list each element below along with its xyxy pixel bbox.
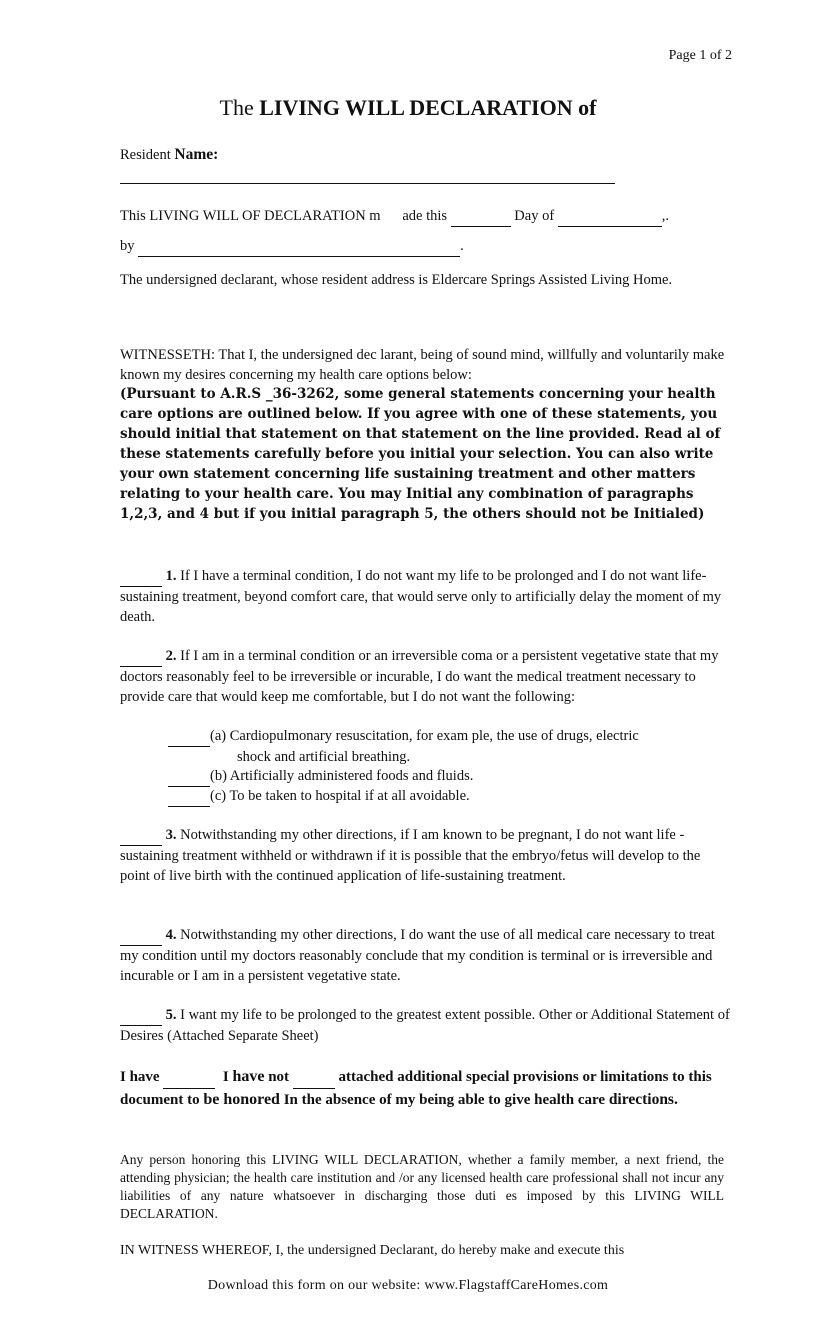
not-text: not [268, 1069, 290, 1085]
declaration-text-2: ade this [402, 208, 448, 224]
paragraph-3-number: 3. [165, 827, 177, 843]
resident-label: Resident [120, 147, 171, 163]
sub-item-b-label: (b) Artificially administered foods and fluids. [210, 768, 474, 784]
initial-blank-4[interactable] [120, 925, 162, 946]
paragraph-1-number: 1. [165, 568, 177, 584]
paragraph-5-number: 5. [165, 1007, 177, 1023]
page-number: Page 1 of 2 [668, 48, 732, 63]
sub-blank-a[interactable] [168, 726, 210, 747]
absence-text: In the absence of my being able to give health care [283, 1092, 606, 1108]
have-blank[interactable] [163, 1067, 215, 1089]
have-text: I have [120, 1069, 160, 1085]
address-paragraph: The undersigned declarant, whose resident address is Eldercare Springs Assisted Living Home. [120, 272, 673, 288]
paragraph-1-text: If I have a terminal condition, I do not want my life to be prolonged and I do not want life- sustaining treatment, beyond comfort care, that would serve only to artificially delay the moment of my death. [120, 568, 722, 625]
sub-item-a-cont: shock and artificial breathing. [237, 749, 411, 765]
attached-text: attached additional special provisions or limitations to this document to [120, 1069, 712, 1108]
directions-text: directions. [608, 1091, 678, 1108]
day-blank[interactable] [451, 206, 511, 227]
title-prefix: The [219, 95, 254, 120]
declaration-text-1: This LIVING WILL OF DECLARATION m [120, 208, 381, 224]
instructions-paragraph: (Pursuant to A.R.S _36-3262, some general statements concerning your health care options are outlined below. If you agree with one of these statements, you should initial that statement on that statement on the line provided. Read al of these statements carefully before you initial your selection. You can also write your own statement concerning life sustaining treatment and other matters relating to your health care. You may Initial any combination of paragraphs 1,2,3, and 4 but if you initial paragraph 5, the others should not be Initialed) [120, 386, 721, 522]
paragraph-4-text: Notwithstanding my other directions, I do want the use of all medical care necessary to treat my condition until my doctors reasonably conclude that my condition is terminal or is irreversible and incurable or I am in a persistent vegetative state. [120, 927, 715, 984]
document-title [0, 95, 816, 121]
i-text: I [222, 1069, 229, 1085]
initial-blank-5[interactable] [120, 1005, 162, 1026]
witness-whereof: IN WITNESS WHEREOF, I, the undersigned Declarant, do hereby make and execute this [120, 1243, 625, 1258]
sub-item-b [168, 766, 728, 787]
initial-blank-2[interactable] [120, 646, 162, 667]
paragraph-3-text: Notwithstanding my other directions, if I am known to be pregnant, I do not want life -sustaining treatment withheld or withdrawn if it is possible that the embryo/fetus will develop to the point of live birth with the continued application of life-sustaining treatment. [120, 827, 701, 884]
resident-name-line[interactable] [120, 183, 615, 184]
sub-item-a [168, 726, 728, 767]
honored-text: be honored [203, 1091, 280, 1108]
title-bold: LIVING WILL DECLARATION of [259, 95, 597, 120]
sub-blank-b[interactable] [168, 766, 210, 787]
honoring-paragraph: Any person honoring this LIVING WILL DECLARATION, whether a family member, a next friend, the attending physician; the health care institution and /or any licensed health care professional shall not incur any liabilities of any nature whatsoever in discharging those duti es imposed by this LIVING WILL DECLARATION. [120, 1152, 724, 1221]
paragraph-5-text: I want my life to be prolonged to the greatest extent possible. Other or Additional Statement of Desires (Attached Separate Sheet) [120, 1007, 730, 1044]
declaration-text-3: Day of [514, 208, 555, 224]
declaration-date-line: This LIVING WILL OF DECLARATION m ade this Day of ,. [120, 206, 730, 227]
paragraph-4 [120, 925, 730, 986]
sub-blank-c[interactable] [168, 786, 210, 807]
paragraph-2-text: If I am in a terminal condition or an irreversible coma or a persistent vegetative state that my doctors reasonably feel to be irreversible or incurable, I do want the medical treatment necessary to provide care that would keep me comfortable, but I do not want the following: [120, 648, 719, 705]
sub-item-c-label: (c) To be taken to hospital if at all avoidable. [210, 788, 470, 804]
have-text-2: have [232, 1068, 265, 1085]
paragraph-1 [120, 566, 730, 627]
paragraph-4-number: 4. [165, 927, 177, 943]
attachment-statement [120, 1066, 730, 1111]
paragraph-5 [120, 1005, 730, 1046]
by-line: by . [120, 236, 730, 257]
footer-download-text: Download this form on our website: www.FlagstaffCareHomes.com [207, 1278, 609, 1293]
have-not-blank[interactable] [293, 1067, 335, 1089]
sub-item-c [168, 786, 728, 807]
resident-name-label [120, 145, 730, 165]
initial-blank-1[interactable] [120, 566, 162, 587]
initial-blank-3[interactable] [120, 825, 162, 846]
paragraph-2 [120, 646, 730, 707]
resident-name-bold: Name: [174, 146, 219, 163]
paragraph-3 [120, 825, 730, 886]
paragraph-2-number: 2. [165, 648, 177, 664]
sub-item-a-label: (a) Cardiopulmonary resuscitation, for exam ple, the use of drugs, electric [210, 728, 639, 744]
month-blank[interactable] [558, 206, 662, 227]
witnesseth-paragraph: WITNESSETH: That I, the undersigned dec larant, being of sound mind, willfully and voluntarily make known my desires concerning my health care options below: [120, 347, 725, 383]
by-label: by [120, 238, 135, 254]
by-blank[interactable] [138, 236, 460, 257]
